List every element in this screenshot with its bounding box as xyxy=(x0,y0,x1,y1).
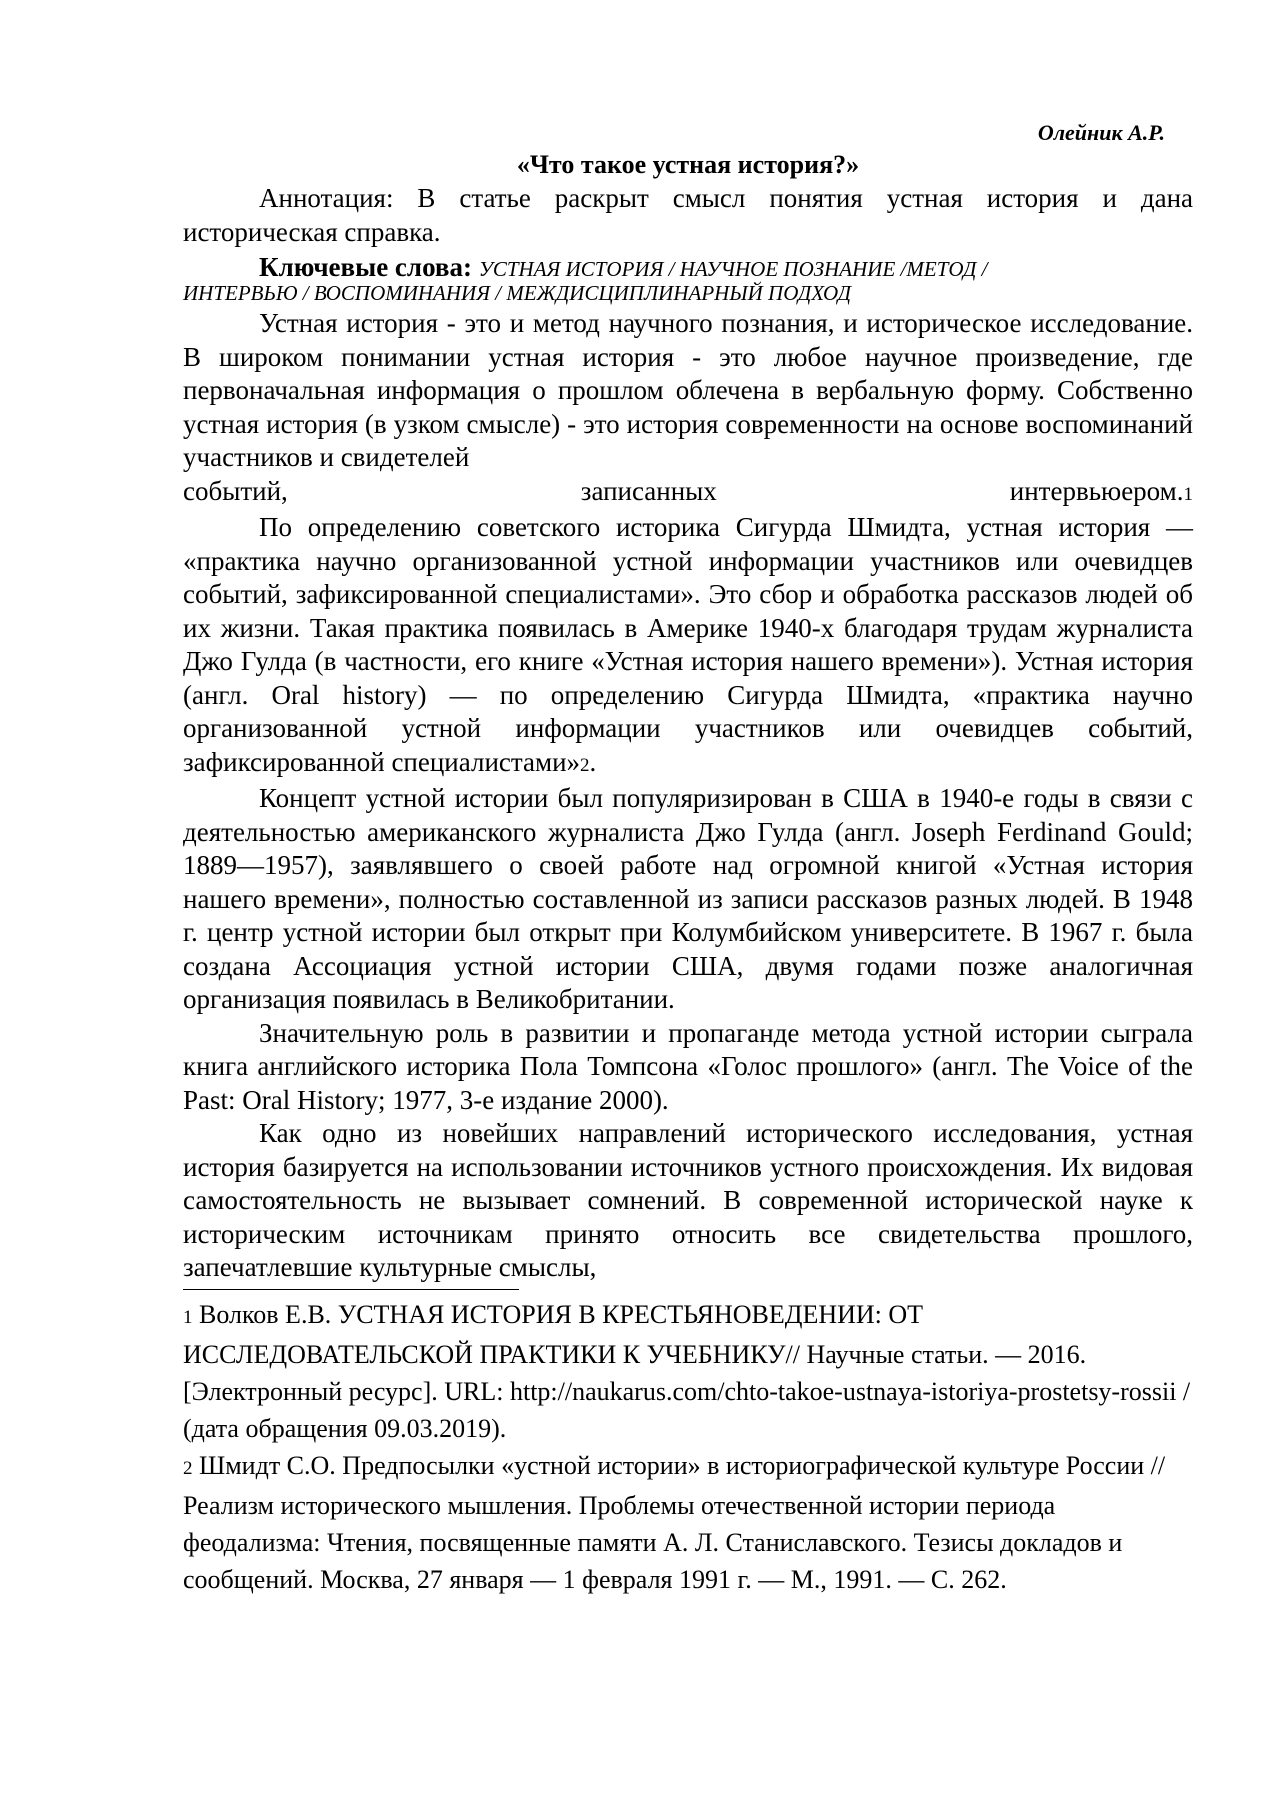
footnote-divider xyxy=(183,1289,519,1290)
body-paragraph-1: Устная история - это и метод научного познания, и историческое исследование. В широком понимании устная история - это любое научное произведение, где первоначальная информация о прошлом облечена в вербальную форму. Собственно устная история (в узком смысле) - это история современности на основе воспоминаний участников и свидетелей xyxy=(183,308,1193,472)
body-paragraph-1-last-text: событий, записанных интервьюером. xyxy=(183,475,1184,506)
footnote-ref-2[interactable]: 2 xyxy=(580,754,590,776)
author-name: Олейник А.Р. xyxy=(1037,120,1165,145)
body-paragraph-4: Значительную роль в развитии и пропаганде метода устной истории сыграла книга английского историка Пола Томпсона «Голос прошлого» (англ. The Voice of the Past: Oral History; 1977, 3-е издание 2000). xyxy=(183,1017,1193,1115)
body-paragraph-5: Как одно из новейших направлений исторического исследования, устная история базируется на использовании источников устного происхождения. Их видовая самостоятельность не вызывает сомнений. В современной исторической науке к историческим источникам принято относить все свидетельства прошлого, запечатлевшие культурные смыслы, xyxy=(183,1118,1193,1282)
footnote-1-text: Волков Е.В. УСТНАЯ ИСТОРИЯ В КРЕСТЬЯНОВЕДЕНИИ: ОТ ИССЛЕДОВАТЕЛЬСКОЙ ПРАКТИКИ К УЧЕБНИКУ// Научные статьи. — 2016. [Электронный ресурс]. URL: http://naukarus.com/chto-takoe-ustnaya-istoriya-prostetsy-rossii / (дата обращения 09.03.2019). xyxy=(183,1299,1191,1443)
body-paragraph-2 xyxy=(183,511,1193,782)
body-paragraph-1-last-line xyxy=(183,475,1193,512)
article-title: «Что такое устная история?» xyxy=(516,150,860,179)
keywords-list-line1: УСТНАЯ ИСТОРИЯ / НАУЧНОЕ ПОЗНАНИЕ /МЕТОД / xyxy=(478,257,988,281)
body-paragraph-3: Концепт устной истории был популяризирован в США в 1940-е годы в связи с деятельностью американского журналиста Джо Гулда (англ. Joseph Ferdinand Gould; 1889—1957), заявлявшего о своей работе над огромной книгой «Устная история нашего времени», полностью составленной из записи рассказов разных людей. В 1948 г. центр устной истории был открыт при Колумбийском университете. В 1967 г. была создана Ассоциация устной истории США, двумя годами позже аналогичная организация появилась в Великобритании. xyxy=(183,783,1193,1014)
footnote-2 xyxy=(183,1447,1193,1598)
body-paragraph-2-text: По определению советского историка Сигурда Шмидта, устная история — «практика научно организованной устной информации участников или очевидцев событий, зафиксированной специалистами». Это сбор и обработка рассказов людей об их жизни. Такая практика появилась в Америке 1940-х благодаря трудам журналиста Джо Гулда (в частности, его книге «Устная история нашего времени»). Устная история (англ. Oral history) — по определению Сигурда Шмидта, «практика научно организованной устной информации участников или очевидцев событий, зафиксированной специалистами» xyxy=(183,512,1193,777)
footnote-2-text: Шмидт С.О. Предпосылки «устной истории» в историографической культуре России // Реализм исторического мышления. Проблемы отечественной истории периода феодализма: Чтения, посвященные памяти А. Л. Станиславского. Тезисы докладов и сообщений. Москва, 27 января — 1 февраля 1991 г. — М., 1991. — С. 262. xyxy=(183,1450,1166,1594)
keywords-list-line2: ИНТЕРВЬЮ / ВОСПОМИНАНИЯ / МЕЖДИСЦИПЛИНАРНЫЙ ПОДХОД xyxy=(183,281,851,305)
document-page xyxy=(183,118,1193,1598)
keywords-label: Ключевые слова: xyxy=(259,252,472,282)
footnote-1-number: 1 xyxy=(183,1306,193,1328)
footnotes xyxy=(183,1296,1193,1598)
footnote-2-number: 2 xyxy=(183,1457,193,1479)
body-paragraph-2-end: . xyxy=(589,746,597,777)
footnote-1 xyxy=(183,1296,1193,1447)
annotation-paragraph: Аннотация: В статье раскрыт смысл понятия устная история и дана историческая справка. xyxy=(183,183,1193,247)
footnote-ref-1[interactable]: 1 xyxy=(1183,483,1193,505)
